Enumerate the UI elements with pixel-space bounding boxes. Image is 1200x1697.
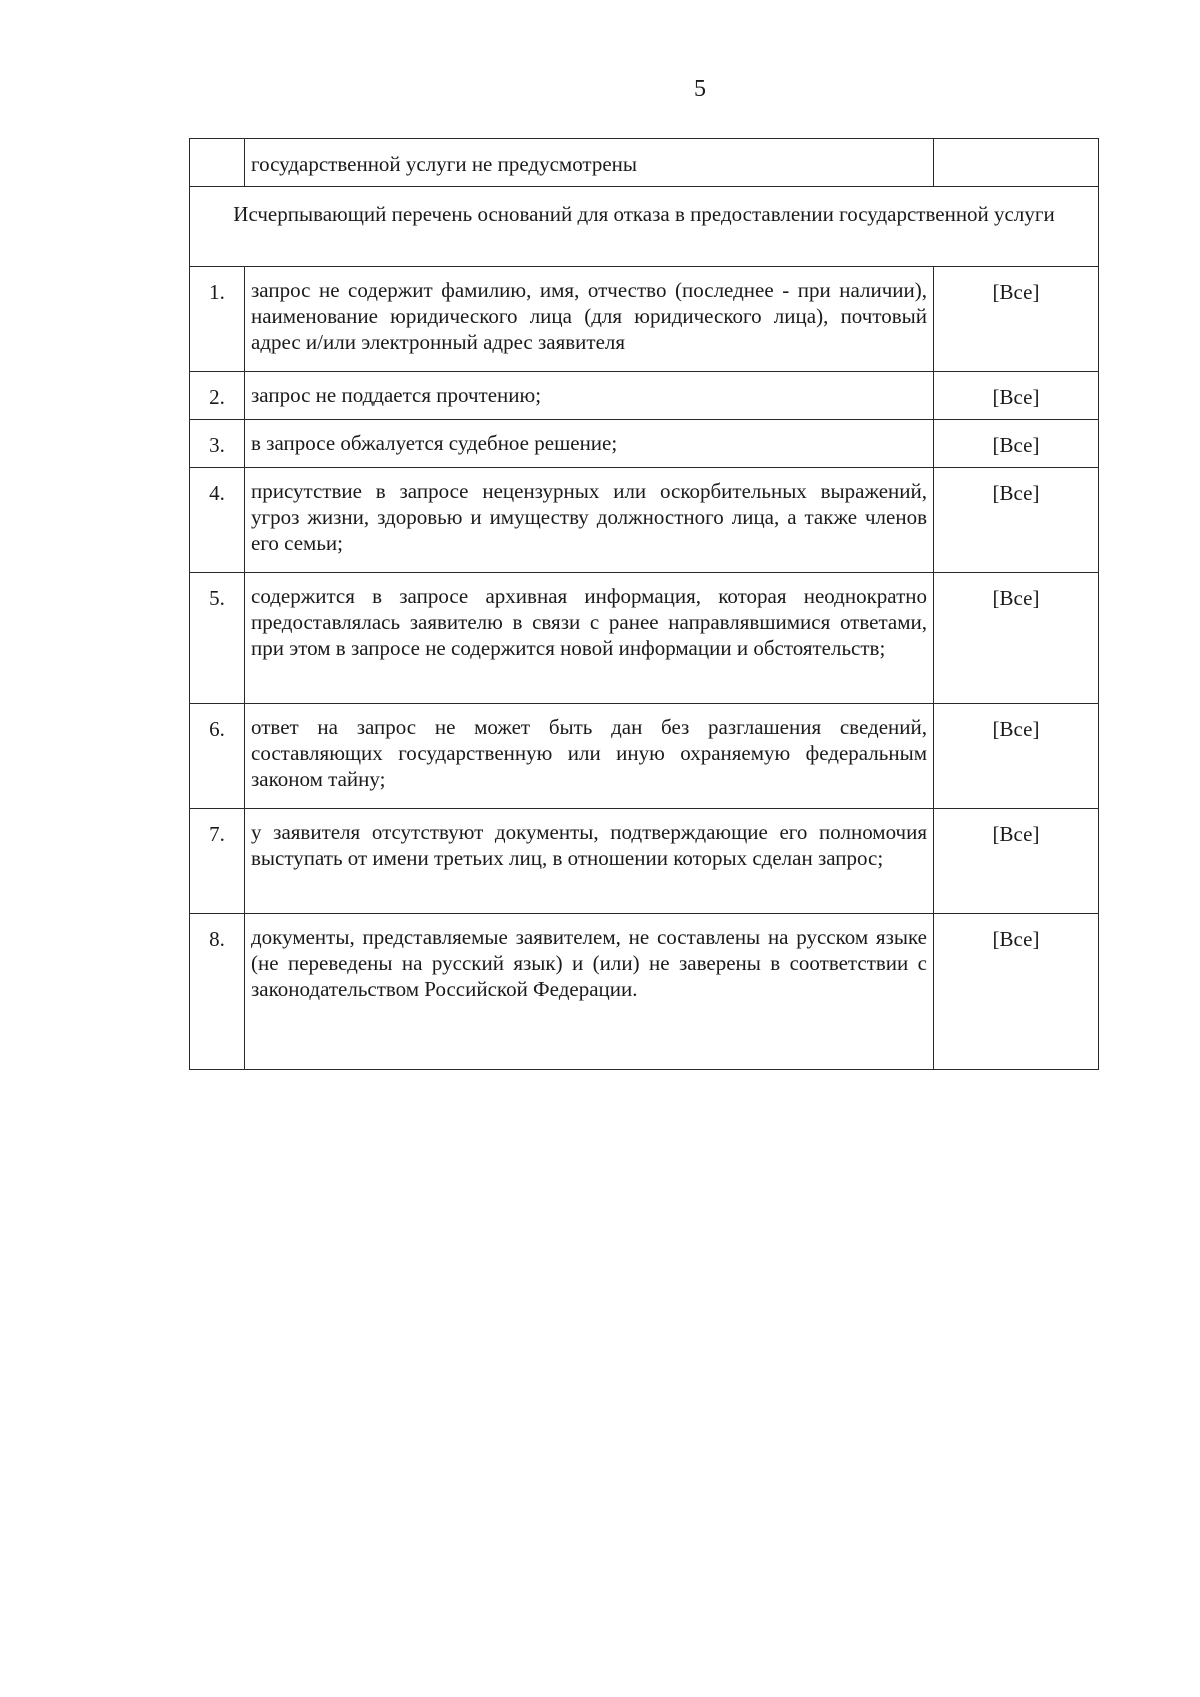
- table-row: [190, 372, 1099, 420]
- row-scope: [Все]: [934, 573, 1099, 704]
- table-row: [190, 267, 1099, 372]
- section-header: Исчерпывающий перечень оснований для отказа в предоставлении государственной услуги: [190, 187, 1099, 267]
- row-text: документы, представляемые заявителем, не составлены на русском языке (не переведены на русский язык) и (или) не заверены в соответствии с законодательством Российской Федерации.: [245, 914, 934, 1070]
- row-number: 2.: [190, 372, 245, 420]
- table-row: [190, 573, 1099, 704]
- section-header-row: [190, 187, 1099, 267]
- row-scope: [Все]: [934, 809, 1099, 914]
- continuation-text: государственной услуги не предусмотрены: [245, 139, 934, 187]
- row-scope: [Все]: [934, 468, 1099, 573]
- row-scope: [Все]: [934, 267, 1099, 372]
- table-row: [190, 468, 1099, 573]
- refusal-grounds-table: [189, 138, 1099, 1070]
- table-row: [190, 809, 1099, 914]
- table-row: [190, 704, 1099, 809]
- row-scope: [Все]: [934, 914, 1099, 1070]
- row-number: 3.: [190, 420, 245, 468]
- row-text: содержится в запросе архивная информация, которая неоднократно предоставлялась заявителю в связи с ранее направлявшимися ответами, при этом в запросе не содержится новой информации и обстоятельств;: [245, 573, 934, 704]
- continuation-scope-cell: [934, 139, 1099, 187]
- continuation-num-cell: [190, 139, 245, 187]
- row-text: запрос не содержит фамилию, имя, отчество (последнее - при наличии), наименование юридического лица (для юридического лица), почтовый адрес и/или электронный адрес заявителя: [245, 267, 934, 372]
- row-scope: [Все]: [934, 420, 1099, 468]
- row-text: в запросе обжалуется судебное решение;: [245, 420, 934, 468]
- table-row: [190, 420, 1099, 468]
- row-number: 1.: [190, 267, 245, 372]
- row-number: 7.: [190, 809, 245, 914]
- row-number: 8.: [190, 914, 245, 1070]
- row-number: 6.: [190, 704, 245, 809]
- continuation-row: [190, 139, 1099, 187]
- row-text: у заявителя отсутствуют документы, подтверждающие его полномочия выступать от имени третьих лиц, в отношении которых сделан запрос;: [245, 809, 934, 914]
- row-number: 4.: [190, 468, 245, 573]
- row-text: запрос не поддается прочтению;: [245, 372, 934, 420]
- row-text: ответ на запрос не может быть дан без разглашения сведений, составляющих государственную или иную охраняемую федеральным законом тайну;: [245, 704, 934, 809]
- row-scope: [Все]: [934, 704, 1099, 809]
- row-number: 5.: [190, 573, 245, 704]
- row-text: присутствие в запросе нецензурных или оскорбительных выражений, угроз жизни, здоровью и имуществу должностного лица, а также членов его семьи;: [245, 468, 934, 573]
- row-scope: [Все]: [934, 372, 1099, 420]
- page-number: 5: [694, 76, 706, 102]
- table-row: [190, 914, 1099, 1070]
